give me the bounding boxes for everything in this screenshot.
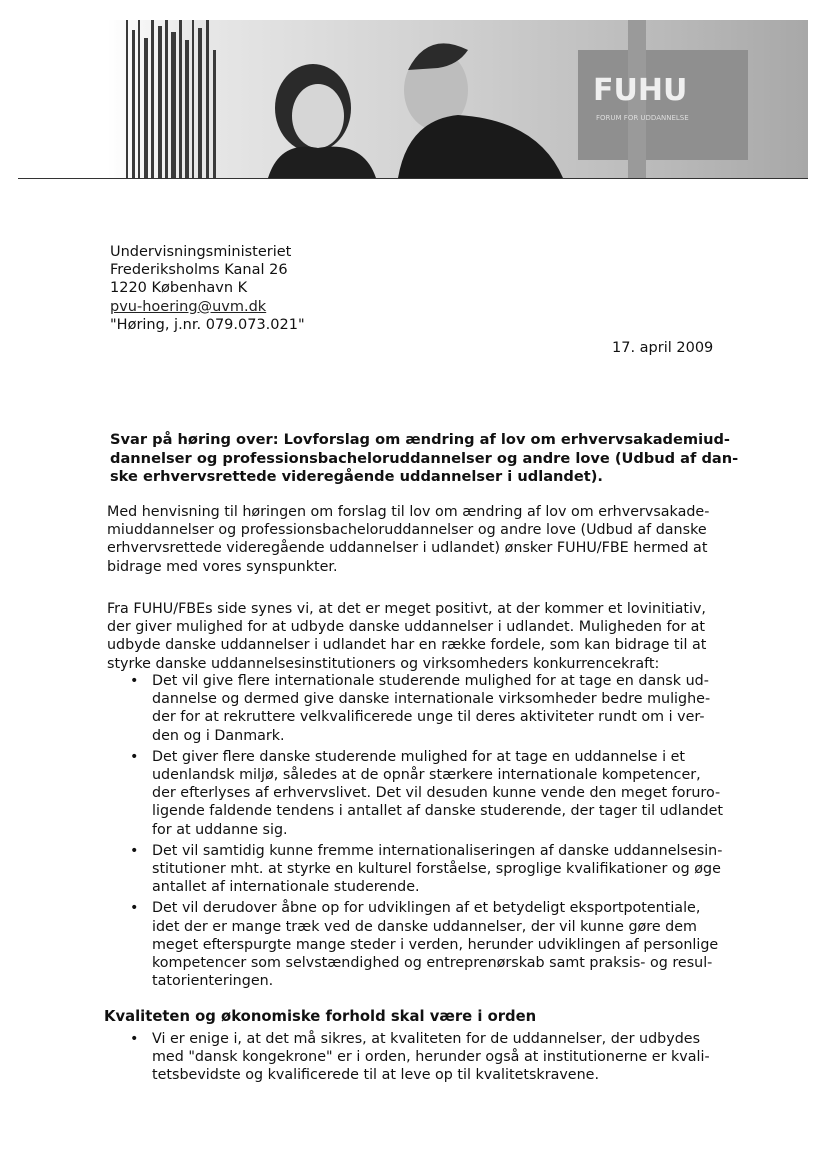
bullet-icon: • [130, 900, 139, 917]
advantages-list [130, 672, 724, 993]
paragraph-line: bidrage med vores synspunkter. [107, 558, 338, 575]
list-item-line: stitutioner mht. at styrke en kulturel forståelse, sproglige kvalifikationer og øge [152, 861, 721, 878]
position-paragraph [107, 600, 706, 673]
reference-number: "Høring, j.nr. 079.073.021" [110, 316, 305, 333]
bullet-icon: • [130, 748, 139, 765]
list-item-line: antallet af internationale studerende. [152, 879, 420, 896]
list-item-line: udenlandsk miljø, således at de opnår stærkere internationale kompetencer, [152, 767, 701, 784]
list-item-line: Det giver flere danske studerende mulighed for at tage en uddannelse i et [152, 748, 686, 765]
list-item-line: meget efterspurgte mange steder i verden, herunder udviklingen af personlige [152, 936, 719, 953]
list-item-line: for at uddanne sig. [152, 821, 288, 838]
list-item-line: der efterlyses af erhvervslivet. Det vil desuden kunne vende den meget foruro- [152, 785, 721, 802]
list-item-line: Det vil derudover åbne op for udviklingen af et betydeligt eksportpotentiale, [152, 900, 701, 917]
paragraph-line: Fra FUHU/FBEs side synes vi, at det er meget positivt, at der kommer et lovinitiativ, [107, 601, 706, 617]
address-line: Frederiksholms Kanal 26 [110, 262, 288, 279]
recipient-address [110, 243, 305, 334]
paragraph-line: der giver mulighed for at udbyde danske uddannelser i udlandet. Muligheden for at [107, 619, 706, 636]
bullet-icon: • [130, 673, 139, 689]
svg-text:FORUM FOR UDDANNELSE: FORUM FOR UDDANNELSE [596, 114, 689, 122]
list-item [130, 672, 723, 745]
subject-line: Svar på høring over: Lovforslag om ændring af lov om erhvervsakademiud- [110, 431, 730, 448]
address-line: 1220 København K [110, 280, 248, 297]
list-item [130, 899, 723, 990]
recipient-email-link[interactable]: pvu-hoering@uvm.dk [110, 298, 267, 315]
bullet-icon: • [130, 1031, 139, 1047]
list-item [130, 842, 723, 897]
list-item-line: kompetencer som selvstændighed og entreprenørskab samt praksis- og resul- [152, 955, 713, 972]
list-item-line: dannelse og dermed give danske internationale virksomheder bedre mulighe- [152, 691, 711, 708]
quality-list [130, 1030, 710, 1088]
paragraph-line: styrke danske uddannelsesinstitutioners og virksomheders konkurrencekraft: [107, 655, 660, 672]
section-heading-quality: Kvaliteten og økonomiske forhold skal være i orden [104, 1008, 537, 1025]
banner-graphic [18, 20, 808, 178]
paragraph-line: erhvervsrettede videregående uddannelser i udlandet) ønsker FUHU/FBE hermed at [107, 540, 708, 557]
header-divider [18, 178, 808, 179]
letter-subject [110, 431, 750, 487]
list-item-line: der for at rekruttere velkvalificerede unge til deres aktiviteter rundt om i ver- [152, 709, 705, 726]
list-item-line: Det vil give flere internationale studerende mulighed for at tage en dansk ud- [152, 673, 709, 689]
subject-line: dannelser og professionsbacheloruddannelser og andre love (Udbud af dan- [110, 449, 739, 467]
letter-date: 17. april 2009 [612, 340, 714, 356]
bullet-icon: • [130, 842, 139, 859]
paragraph-line: Med henvisning til høringen om forslag til lov om ændring af lov om erhvervsakade- [107, 504, 710, 520]
subject-line: ske erhvervsrettede videregående uddannelser i udlandet). [110, 468, 603, 486]
paragraph-line: udbyde danske uddannelser i udlandet har en række fordele, som kan bidrage til at [107, 637, 707, 654]
intro-paragraph [107, 503, 709, 576]
list-item [130, 1030, 710, 1085]
list-item-line: idet der er mange træk ved de danske uddannelser, der vil kunne gøre dem [152, 918, 697, 935]
address-line: Undervisningsministeriet [110, 244, 292, 260]
list-item-line: med "dansk kongekrone" er i orden, herunder også at institutionerne er kvali- [152, 1049, 710, 1066]
paragraph-line: miuddannelser og professionsbacheloruddannelser og andre love (Udbud af danske [107, 522, 707, 539]
list-item-line: Det vil samtidig kunne fremme internationaliseringen af danske uddannelsesin- [152, 842, 723, 859]
list-item-line: ligende faldende tendens i antallet af danske studerende, der tager til udlandet [152, 803, 724, 820]
svg-text:FUHU: FUHU [593, 73, 688, 108]
list-item-line: Vi er enige i, at det må sikres, at kvaliteten for de uddannelser, der udbydes [152, 1031, 701, 1047]
list-item [130, 748, 724, 839]
list-item-line: tatorienteringen. [152, 973, 274, 990]
list-item-line: tetsbevidste og kvalificerede til at leve op til kvalitetskravene. [152, 1067, 599, 1084]
header-banner-photo [18, 20, 808, 178]
list-item-line: den og i Danmark. [152, 727, 285, 744]
